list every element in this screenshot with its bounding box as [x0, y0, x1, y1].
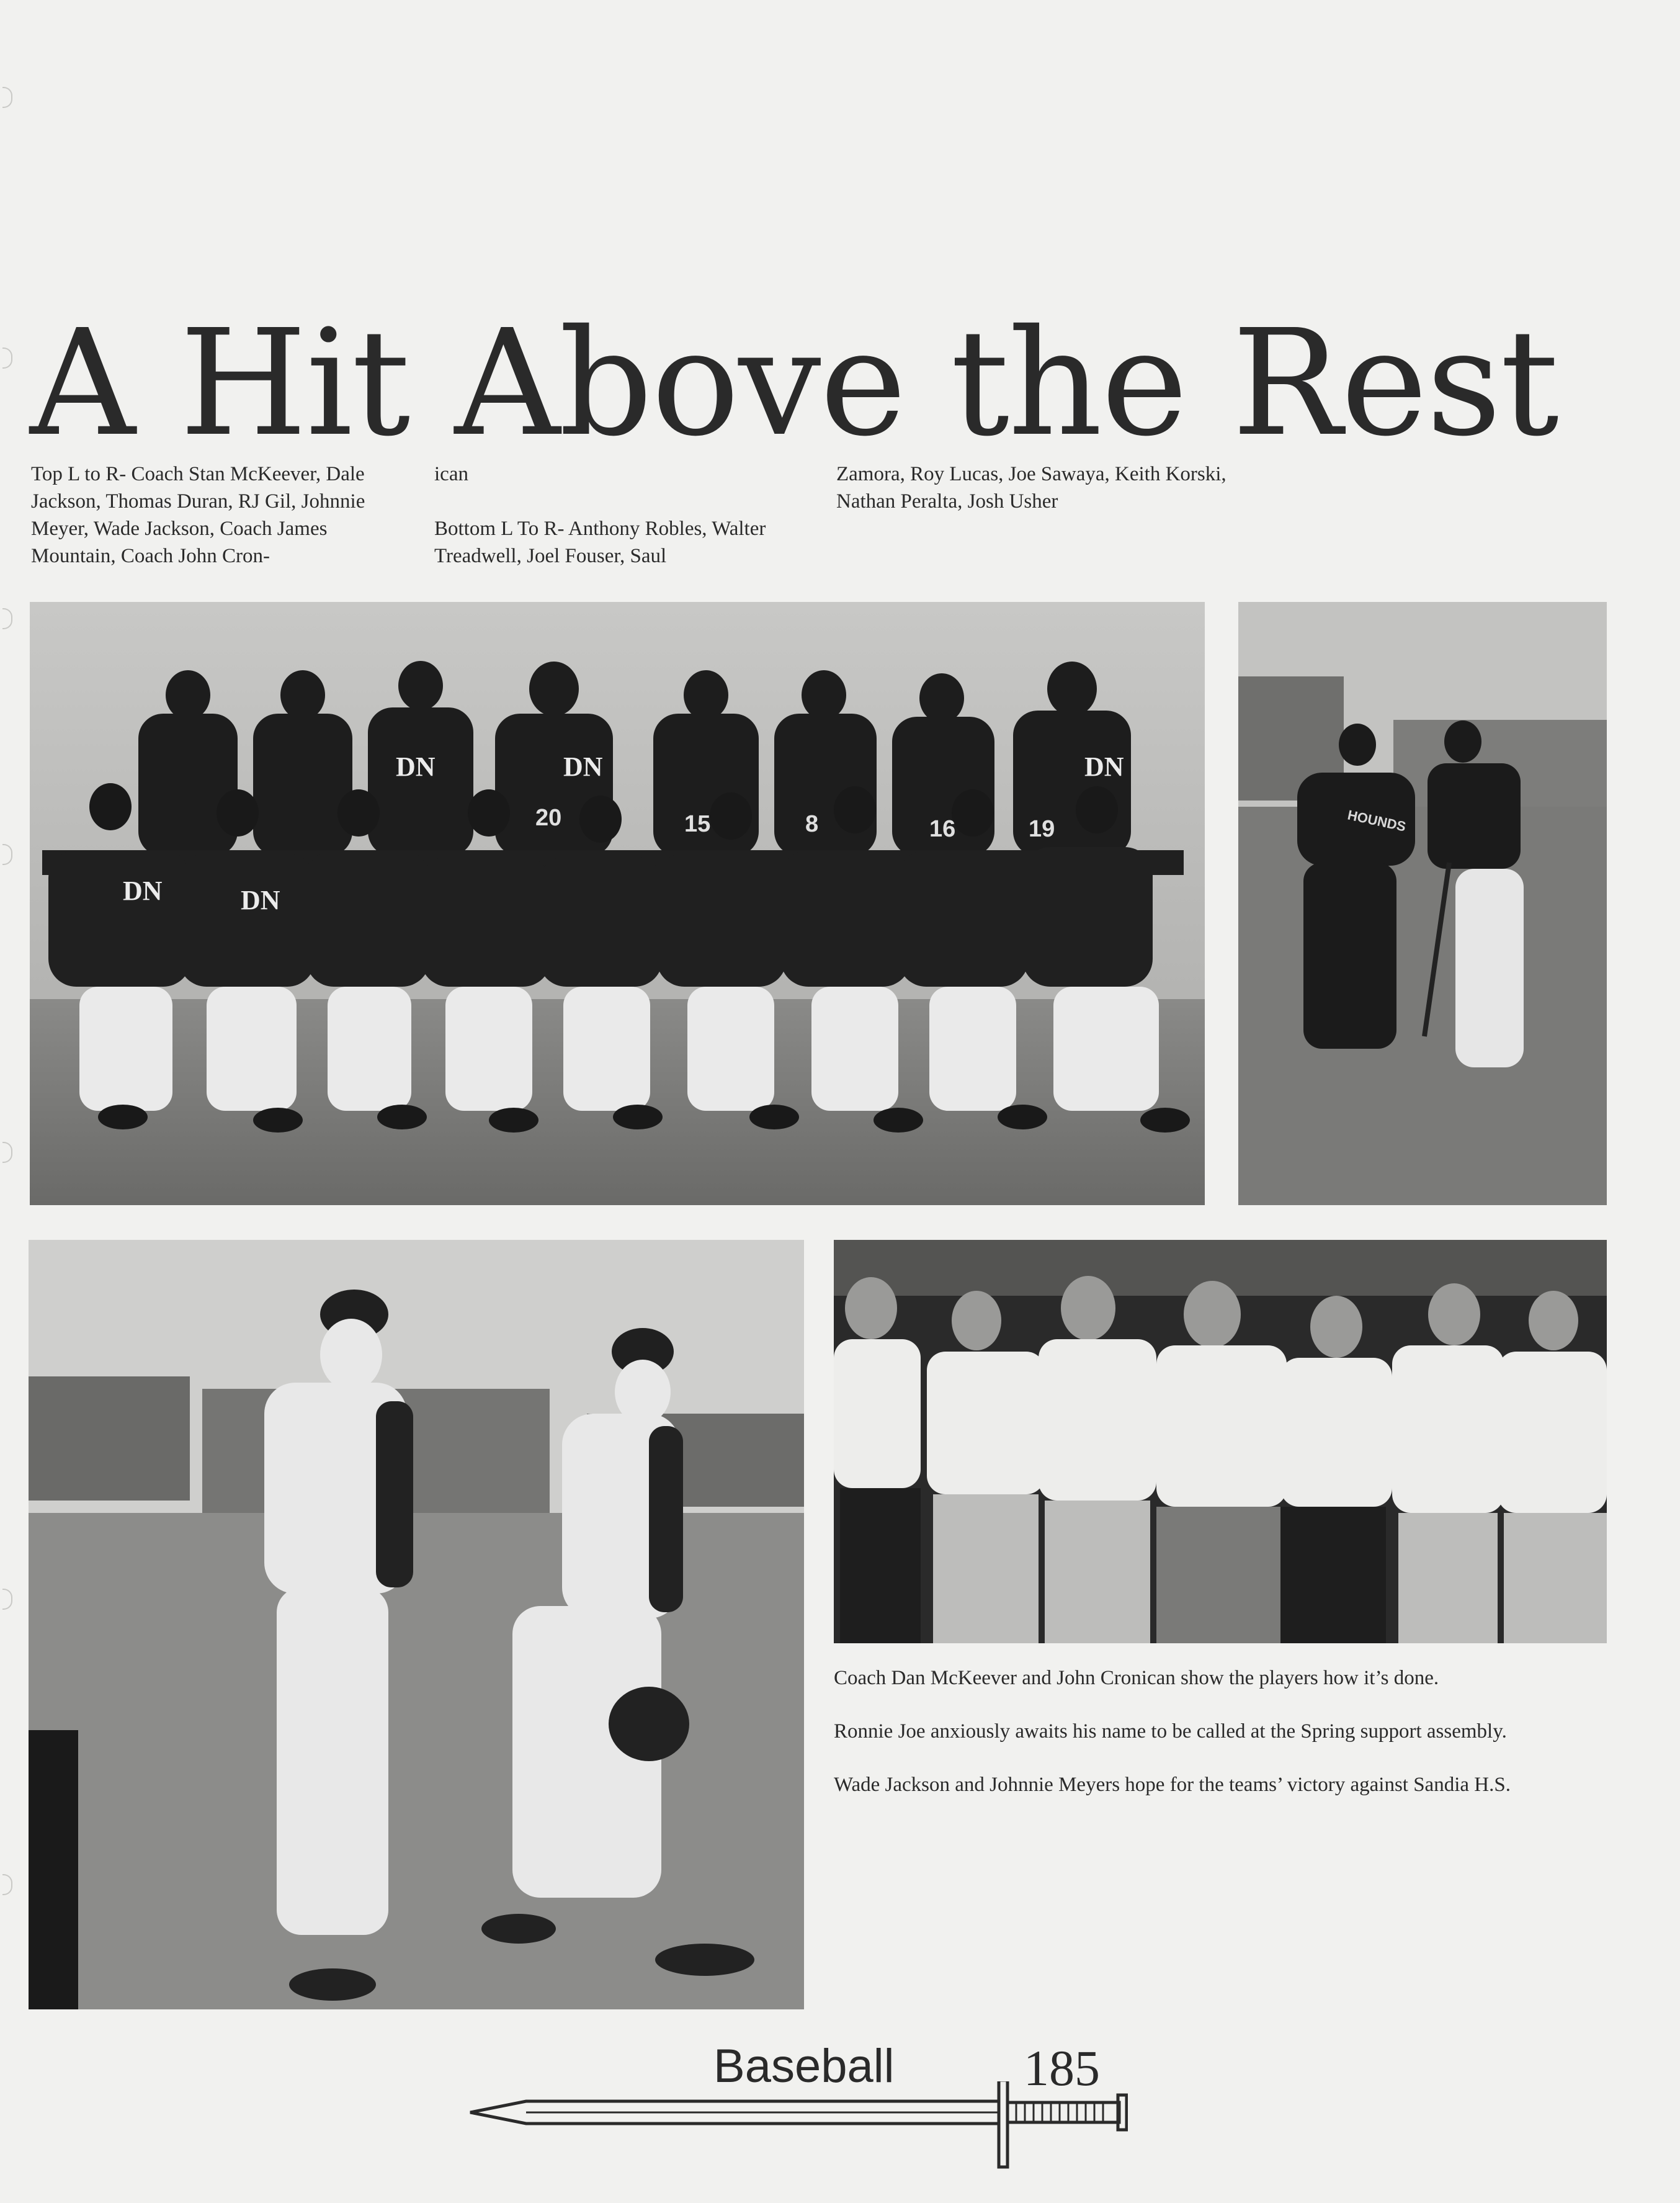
field-players-photo	[29, 1240, 804, 2009]
page-number: 185	[1024, 2040, 1100, 2096]
caption-assembly: Ronnie Joe anxiously awaits his name to be called at the Spring support assembly.	[834, 1720, 1507, 1743]
roster-caption-col1: Top L to R- Coach Stan McKeever, Dale Jackson, Thomas Duran, RJ Gil, Johnnie Meyer, Wade Jackson, Coach James Mountain, Coach John Cron-	[31, 463, 365, 567]
jersey-number: 16	[929, 816, 956, 842]
section-label: Baseball	[713, 2040, 895, 2093]
jersey-logo: DN	[123, 876, 163, 906]
page-title: A Hit Above the Rest	[30, 298, 1558, 469]
assembly-photo	[834, 1240, 1607, 1643]
jersey-logo: DN	[241, 885, 280, 915]
roster-caption-col3: Zamora, Roy Lucas, Joe Sawaya, Keith Korski, Nathan Peralta, Josh Usher	[836, 463, 1226, 513]
roster-caption-col2b: Bottom L To R- Anthony Robles, Walter Treadwell, Joel Fouser, Saul	[434, 518, 766, 567]
caption-players: Wade Jackson and Johnnie Meyers hope for the teams’ victory against Sandia H.S.	[834, 1774, 1511, 1796]
jersey-number: 8	[805, 811, 819, 837]
binding-holes	[0, 0, 19, 2203]
jersey-logo: DN	[1084, 752, 1124, 782]
team-photo	[30, 602, 1205, 1205]
two-players-photo	[1238, 602, 1607, 1205]
photo-captions	[834, 1664, 1603, 1824]
jersey-logo: DN	[396, 752, 436, 782]
roster-caption-col2a: ican	[434, 463, 468, 485]
jersey-number: 15	[684, 811, 711, 837]
jersey-number: 20	[535, 805, 562, 831]
sweatshirt-text: HOUNDS	[1346, 807, 1408, 835]
caption-coaches: Coach Dan McKeever and John Cronican show the players how it’s done.	[834, 1667, 1439, 1689]
jersey-logo: DN	[563, 752, 603, 782]
sword-icon	[464, 2081, 1128, 2199]
jersey-number: 19	[1029, 816, 1055, 842]
